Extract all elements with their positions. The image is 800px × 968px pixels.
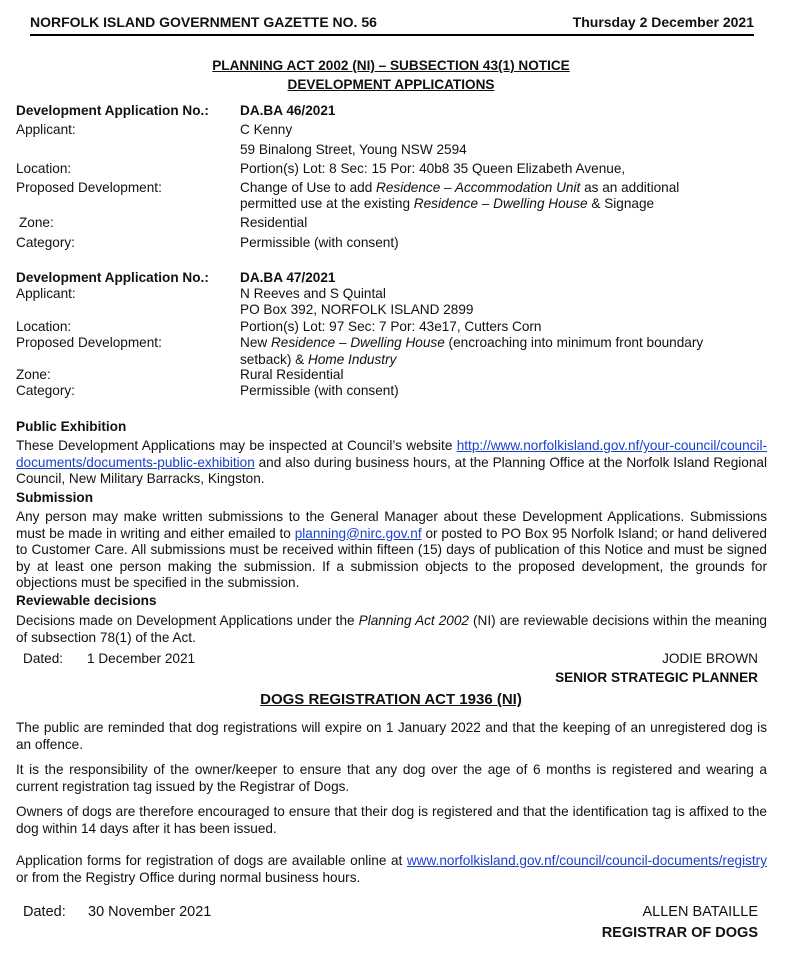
label-app-no: Development Application No.: <box>16 103 209 118</box>
app2-number-row <box>16 270 768 287</box>
label-category: Category: <box>16 383 75 398</box>
label-applicant: Applicant: <box>16 286 76 301</box>
app1-number-row <box>16 103 768 120</box>
label-location: Location: <box>16 319 72 334</box>
app2-category: Permissible (with consent) <box>240 383 399 398</box>
submission-text: Any person may make written submissions to the General Manager about these Development Applications. Submissions must be made in writing and either emailed to planning@nirc.gov.nf or posted to PO Box 95 Norfolk Island; or hand delivered to Customer Care. All submissions must be received within fifteen (15) days of publication of this Notice and must be signed by at least one person making the submission. If a submission objects to the proposed development, the grounds for objections must be specified in the submission. <box>16 509 767 590</box>
app1-category-row <box>16 235 768 252</box>
app2-applicant-row <box>16 286 768 303</box>
app1-number: DA.BA 46/2021 <box>240 103 336 118</box>
app1-zone-row <box>16 215 768 232</box>
app2-address-row <box>16 302 768 319</box>
app1-zone: Residential <box>240 215 308 230</box>
app1-applicant-name: C Kenny <box>240 122 293 137</box>
notice-subheading: DEVELOPMENT APPLICATIONS <box>287 77 495 92</box>
sign1-dated-label: Dated: <box>23 651 64 666</box>
app1-proposed-line2: permitted use at the existing Residence – Dwelling House & Signage <box>240 196 655 211</box>
submission-heading: Submission <box>16 490 94 505</box>
app1-proposed-line1: Change of Use to add Residence – Accommodation Unit as an additional <box>240 180 680 195</box>
label-applicant: Applicant: <box>16 122 76 137</box>
reviewable-heading: Reviewable decisions <box>16 593 157 608</box>
dogs-paragraph-3: Owners of dogs are therefore encouraged to ensure that their dog is registered and that the identification tag is affixed to the dog within 14 days after it has been issued. <box>16 804 767 836</box>
app1-proposed-row <box>16 180 768 197</box>
app1-applicant-row <box>16 122 768 139</box>
app2-applicant-address: PO Box 392, NORFOLK ISLAND 2899 <box>240 302 474 317</box>
dogs-paragraph-2: It is the responsibility of the owner/keeper to ensure that any dog over the age of 6 months is registered and wearing a current registration tag issued by the Registrar of Dogs. <box>16 762 767 794</box>
sign1-title: SENIOR STRATEGIC PLANNER <box>555 670 758 685</box>
exhibition-link[interactable]: http://www.norfolkisland.gov.nf/your-council/council-documents/documents-public-exhibition <box>16 438 767 470</box>
app1-applicant-address: 59 Binalong Street, Young NSW 2594 <box>240 142 467 157</box>
app2-proposed: New Residence – Dwelling House (encroaching into minimum front boundary setback) & Home Industry <box>240 335 704 367</box>
sign2-dated-label: Dated: <box>23 904 66 920</box>
sign1-dated-value: 1 December 2021 <box>87 651 196 666</box>
app2-zone-row <box>16 367 768 384</box>
notice-heading: PLANNING ACT 2002 (NI) – SUBSECTION 43(1) NOTICE <box>212 58 570 73</box>
sign2-name: ALLEN BATAILLE <box>642 904 758 920</box>
app1-proposed-row2 <box>16 196 768 213</box>
app2-applicant-name: N Reeves and S Quintal <box>240 286 386 301</box>
label-proposed: Proposed Development: <box>16 180 162 195</box>
label-zone: Zone: <box>16 367 51 382</box>
label-proposed: Proposed Development: <box>16 335 162 350</box>
gazette-header <box>30 12 754 36</box>
app1-location-row <box>16 161 768 178</box>
dogs-registry-link[interactable]: www.norfolkisland.gov.nf/council/council-documents/registry <box>406 853 767 868</box>
label-app-no: Development Application No.: <box>16 270 209 285</box>
gazette-title: NORFOLK ISLAND GOVERNMENT GAZETTE NO. 56 <box>30 14 377 30</box>
app1-category: Permissible (with consent) <box>240 235 399 250</box>
app2-location-row <box>16 319 768 336</box>
label-category: Category: <box>16 235 75 250</box>
app2-category-row <box>16 383 768 400</box>
dogs-heading: DOGS REGISTRATION ACT 1936 (NI) <box>260 691 522 708</box>
app2-location: Portion(s) Lot: 97 Sec: 7 Por: 43e17, Cutters Corn <box>240 319 542 334</box>
label-zone: Zone: <box>19 215 54 230</box>
sign2-title: REGISTRAR OF DOGS <box>601 925 758 941</box>
exhibition-text: These Development Applications may be inspected at Council’s website http://www.norfolkisland.gov.nf/your-council/council-documents/documents-public-exhibition and also during business hours, at the Planning Office at the Norfolk Island Regional Council, New Military Barracks, Kingston. <box>16 438 767 486</box>
sign2-dated-value: 30 November 2021 <box>88 904 212 920</box>
sign1-name: JODIE BROWN <box>662 651 758 666</box>
dogs-paragraph-1: The public are reminded that dog registrations will expire on 1 January 2022 and that the keeping of an unregistered dog is an offence. <box>16 720 767 752</box>
app2-zone: Rural Residential <box>240 367 344 382</box>
reviewable-text: Decisions made on Development Applications under the Planning Act 2002 (NI) are reviewable decisions within the meaning of subsection 78(1) of the Act. <box>16 613 767 645</box>
exhibition-heading: Public Exhibition <box>16 419 127 434</box>
app1-address-row <box>16 142 768 159</box>
app2-number: DA.BA 47/2021 <box>240 270 336 285</box>
gazette-date: Thursday 2 December 2021 <box>572 14 754 30</box>
app1-location: Portion(s) Lot: 8 Sec: 15 Por: 40b8 35 Queen Elizabeth Avenue, <box>240 161 626 176</box>
label-location: Location: <box>16 161 72 176</box>
dogs-paragraph-4: Application forms for registration of dogs are available online at www.norfolkisland.gov.nf/council/council-documents/registry or from the Registry Office during normal business hours. <box>16 853 767 885</box>
app2-proposed-row <box>16 335 768 369</box>
submission-email-link[interactable]: planning@nirc.gov.nf <box>294 525 422 541</box>
